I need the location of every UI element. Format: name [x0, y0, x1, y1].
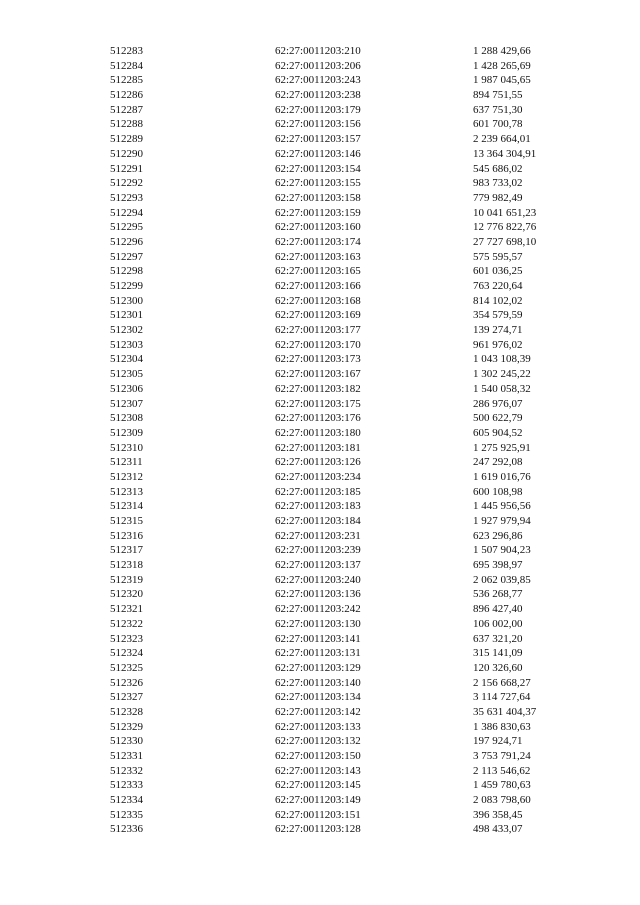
cadastral-number-cell: 62:27:0011203:182 — [275, 382, 361, 395]
cadastral-value-cell: 695 398,97 — [473, 559, 523, 572]
cadastral-value-cell: 1 987 045,65 — [473, 74, 531, 87]
record-number-cell: 512297 — [110, 250, 143, 263]
table-row — [0, 441, 640, 456]
cadastral-value-cell: 1 445 956,56 — [473, 500, 531, 513]
cadastral-number-cell: 62:27:0011203:175 — [275, 397, 361, 410]
cadastral-value-cell: 600 108,98 — [473, 485, 523, 498]
cadastral-number-cell: 62:27:0011203:145 — [275, 779, 361, 792]
table-row — [0, 749, 640, 764]
cadastral-number-cell: 62:27:0011203:173 — [275, 353, 361, 366]
cadastral-value-cell: 3 753 791,24 — [473, 750, 531, 762]
table-row — [0, 676, 640, 691]
cadastral-number-cell: 62:27:0011203:206 — [275, 59, 361, 72]
record-number-cell: 512305 — [110, 368, 143, 381]
cadastral-value-cell: 814 102,02 — [473, 294, 523, 307]
cadastral-value-cell: 1 459 780,63 — [473, 779, 531, 792]
cadastral-value-cell: 1 302 245,22 — [473, 368, 531, 381]
table-row — [0, 470, 640, 485]
cadastral-number-cell: 62:27:0011203:131 — [275, 647, 361, 660]
cadastral-value-cell: 286 976,07 — [473, 397, 523, 410]
cadastral-value-cell: 637 321,20 — [473, 632, 523, 645]
cadastral-number-cell: 62:27:0011203:143 — [275, 764, 361, 777]
record-number-cell: 512308 — [110, 412, 143, 425]
cadastral-value-cell: 637 751,30 — [473, 103, 523, 116]
cadastral-number-cell: 62:27:0011203:155 — [275, 177, 361, 190]
cadastral-value-cell: 1 275 925,91 — [473, 441, 531, 454]
record-number-cell: 512303 — [110, 338, 143, 351]
record-number-cell: 512317 — [110, 544, 143, 557]
cadastral-number-cell: 62:27:0011203:239 — [275, 544, 361, 557]
table-row — [0, 147, 640, 162]
record-number-cell: 512315 — [110, 515, 143, 527]
table-row — [0, 573, 640, 588]
table-row — [0, 661, 640, 676]
table-row — [0, 367, 640, 382]
record-number-cell: 512327 — [110, 691, 143, 704]
record-number-cell: 512306 — [110, 382, 143, 395]
table-row — [0, 103, 640, 118]
table-row — [0, 338, 640, 353]
cadastral-value-cell: 605 904,52 — [473, 426, 523, 439]
table-row — [0, 382, 640, 397]
cadastral-value-cell: 1 927 979,94 — [473, 515, 531, 527]
record-number-cell: 512325 — [110, 661, 143, 674]
record-number-cell: 512314 — [110, 500, 143, 513]
cadastral-number-cell: 62:27:0011203:240 — [275, 573, 361, 586]
cadastral-value-cell: 120 326,60 — [473, 661, 523, 674]
cadastral-value-cell: 545 686,02 — [473, 162, 523, 175]
record-number-cell: 512307 — [110, 397, 143, 410]
cadastral-number-cell: 62:27:0011203:130 — [275, 617, 361, 630]
table-row — [0, 176, 640, 191]
record-number-cell: 512292 — [110, 177, 143, 190]
record-number-cell: 512283 — [110, 45, 143, 57]
cadastral-number-cell: 62:27:0011203:242 — [275, 603, 361, 616]
cadastral-value-cell: 983 733,02 — [473, 177, 523, 190]
table-row — [0, 88, 640, 103]
record-number-cell: 512334 — [110, 794, 143, 807]
cadastral-number-cell: 62:27:0011203:140 — [275, 676, 361, 689]
cadastral-value-cell: 12 776 822,76 — [473, 221, 537, 234]
cadastral-number-cell: 62:27:0011203:150 — [275, 750, 361, 762]
table-row — [0, 617, 640, 632]
table-row — [0, 235, 640, 250]
cadastral-number-cell: 62:27:0011203:231 — [275, 529, 361, 542]
record-number-cell: 512289 — [110, 133, 143, 146]
table-row — [0, 764, 640, 779]
cadastral-value-cell: 197 924,71 — [473, 735, 523, 748]
record-number-cell: 512336 — [110, 823, 143, 836]
record-number-cell: 512309 — [110, 426, 143, 439]
cadastral-number-cell: 62:27:0011203:180 — [275, 426, 361, 439]
table-row — [0, 411, 640, 426]
cadastral-value-cell: 896 427,40 — [473, 603, 523, 616]
record-number-cell: 512285 — [110, 74, 143, 87]
record-number-cell: 512291 — [110, 162, 143, 175]
cadastral-value-cell: 500 622,79 — [473, 412, 523, 425]
cadastral-number-cell: 62:27:0011203:142 — [275, 705, 361, 718]
cadastral-number-cell: 62:27:0011203:149 — [275, 794, 361, 807]
table-row — [0, 132, 640, 147]
cadastral-number-cell: 62:27:0011203:181 — [275, 441, 361, 454]
table-row — [0, 323, 640, 338]
record-number-cell: 512316 — [110, 529, 143, 542]
cadastral-value-cell: 2 113 546,62 — [473, 764, 531, 777]
cadastral-value-cell: 396 358,45 — [473, 808, 523, 821]
table-row — [0, 220, 640, 235]
cadastral-value-cell: 13 364 304,91 — [473, 147, 537, 160]
cadastral-number-cell: 62:27:0011203:151 — [275, 808, 361, 821]
cadastral-number-cell: 62:27:0011203:166 — [275, 280, 361, 292]
record-number-cell: 512332 — [110, 764, 143, 777]
table-row — [0, 426, 640, 441]
cadastral-number-cell: 62:27:0011203:163 — [275, 250, 361, 263]
table-row — [0, 558, 640, 573]
cadastral-value-cell: 601 036,25 — [473, 265, 523, 278]
table-row — [0, 646, 640, 661]
cadastral-value-cell: 3 114 727,64 — [473, 691, 531, 704]
table-row — [0, 499, 640, 514]
table-row — [0, 73, 640, 88]
cadastral-number-cell: 62:27:0011203:156 — [275, 118, 361, 131]
table-row — [0, 250, 640, 265]
cadastral-value-cell: 601 700,78 — [473, 118, 523, 131]
table-row — [0, 308, 640, 323]
record-number-cell: 512323 — [110, 632, 143, 645]
cadastral-value-cell: 2 062 039,85 — [473, 573, 531, 586]
cadastral-value-cell: 10 041 651,23 — [473, 206, 537, 219]
table-row — [0, 44, 640, 59]
table-row — [0, 352, 640, 367]
cadastral-number-cell: 62:27:0011203:158 — [275, 191, 361, 204]
record-number-cell: 512298 — [110, 265, 143, 278]
cadastral-value-cell: 623 296,86 — [473, 529, 523, 542]
cadastral-number-cell: 62:27:0011203:210 — [275, 45, 361, 57]
cadastral-number-cell: 62:27:0011203:136 — [275, 588, 361, 601]
cadastral-number-cell: 62:27:0011203:165 — [275, 265, 361, 278]
record-number-cell: 512326 — [110, 676, 143, 689]
cadastral-number-cell: 62:27:0011203:179 — [275, 103, 361, 116]
cadastral-value-cell: 1 428 265,69 — [473, 59, 531, 72]
table-row — [0, 632, 640, 647]
table-row — [0, 294, 640, 309]
table-row — [0, 514, 640, 529]
cadastral-value-cell: 779 982,49 — [473, 191, 523, 204]
cadastral-value-cell: 1 540 058,32 — [473, 382, 531, 395]
cadastral-number-cell: 62:27:0011203:176 — [275, 412, 361, 425]
record-number-cell: 512331 — [110, 750, 143, 762]
cadastral-value-cell: 247 292,08 — [473, 456, 523, 469]
record-number-cell: 512302 — [110, 324, 143, 337]
cadastral-value-cell: 2 156 668,27 — [473, 676, 531, 689]
table-row — [0, 793, 640, 808]
table-row — [0, 117, 640, 132]
table-row — [0, 191, 640, 206]
table-row — [0, 778, 640, 793]
cadastral-value-cell: 1 043 108,39 — [473, 353, 531, 366]
cadastral-number-cell: 62:27:0011203:154 — [275, 162, 361, 175]
record-number-cell: 512321 — [110, 603, 143, 616]
record-number-cell: 512310 — [110, 441, 143, 454]
cadastral-number-cell: 62:27:0011203:183 — [275, 500, 361, 513]
cadastral-value-cell: 763 220,64 — [473, 280, 523, 292]
cadastral-value-table — [0, 44, 640, 837]
cadastral-number-cell: 62:27:0011203:159 — [275, 206, 361, 219]
cadastral-number-cell: 62:27:0011203:160 — [275, 221, 361, 234]
table-row — [0, 397, 640, 412]
table-row — [0, 485, 640, 500]
cadastral-value-cell: 894 751,55 — [473, 89, 523, 102]
cadastral-value-cell: 1 507 904,23 — [473, 544, 531, 557]
cadastral-value-cell: 1 288 429,66 — [473, 45, 531, 57]
record-number-cell: 512294 — [110, 206, 143, 219]
table-row — [0, 264, 640, 279]
record-number-cell: 512328 — [110, 705, 143, 718]
record-number-cell: 512287 — [110, 103, 143, 116]
record-number-cell: 512304 — [110, 353, 143, 366]
record-number-cell: 512293 — [110, 191, 143, 204]
cadastral-number-cell: 62:27:0011203:146 — [275, 147, 361, 160]
cadastral-number-cell: 62:27:0011203:133 — [275, 720, 361, 733]
cadastral-value-cell: 1 619 016,76 — [473, 470, 531, 483]
record-number-cell: 512286 — [110, 89, 143, 102]
table-row — [0, 162, 640, 177]
record-number-cell: 512313 — [110, 485, 143, 498]
record-number-cell: 512295 — [110, 221, 143, 234]
record-number-cell: 512319 — [110, 573, 143, 586]
cadastral-number-cell: 62:27:0011203:157 — [275, 133, 361, 146]
cadastral-number-cell: 62:27:0011203:184 — [275, 515, 361, 527]
table-row — [0, 734, 640, 749]
cadastral-value-cell: 35 631 404,37 — [473, 705, 537, 718]
cadastral-value-cell: 498 433,07 — [473, 823, 523, 836]
cadastral-value-cell: 2 083 798,60 — [473, 794, 531, 807]
cadastral-number-cell: 62:27:0011203:168 — [275, 294, 361, 307]
cadastral-number-cell: 62:27:0011203:128 — [275, 823, 361, 836]
table-row — [0, 808, 640, 823]
record-number-cell: 512322 — [110, 617, 143, 630]
table-row — [0, 455, 640, 470]
cadastral-number-cell: 62:27:0011203:129 — [275, 661, 361, 674]
table-row — [0, 587, 640, 602]
cadastral-number-cell: 62:27:0011203:169 — [275, 309, 361, 322]
record-number-cell: 512299 — [110, 280, 143, 292]
record-number-cell: 512330 — [110, 735, 143, 748]
record-number-cell: 512312 — [110, 470, 143, 483]
record-number-cell: 512311 — [110, 456, 143, 469]
table-row — [0, 822, 640, 837]
cadastral-number-cell: 62:27:0011203:238 — [275, 89, 361, 102]
cadastral-number-cell: 62:27:0011203:234 — [275, 470, 361, 483]
cadastral-value-cell: 354 579,59 — [473, 309, 523, 322]
table-row — [0, 206, 640, 221]
cadastral-value-cell: 315 141,09 — [473, 647, 523, 660]
record-number-cell: 512324 — [110, 647, 143, 660]
cadastral-number-cell: 62:27:0011203:174 — [275, 235, 361, 248]
record-number-cell: 512320 — [110, 588, 143, 601]
cadastral-number-cell: 62:27:0011203:170 — [275, 338, 361, 351]
cadastral-number-cell: 62:27:0011203:185 — [275, 485, 361, 498]
table-row — [0, 705, 640, 720]
cadastral-number-cell: 62:27:0011203:134 — [275, 691, 361, 704]
table-row — [0, 690, 640, 705]
cadastral-value-cell: 106 002,00 — [473, 617, 523, 630]
cadastral-value-cell: 27 727 698,10 — [473, 235, 537, 248]
cadastral-number-cell: 62:27:0011203:141 — [275, 632, 361, 645]
table-row — [0, 529, 640, 544]
cadastral-number-cell: 62:27:0011203:132 — [275, 735, 361, 748]
cadastral-number-cell: 62:27:0011203:243 — [275, 74, 361, 87]
cadastral-value-cell: 536 268,77 — [473, 588, 523, 601]
cadastral-number-cell: 62:27:0011203:126 — [275, 456, 361, 469]
record-number-cell: 512284 — [110, 59, 143, 72]
record-number-cell: 512301 — [110, 309, 143, 322]
table-row — [0, 720, 640, 735]
record-number-cell: 512290 — [110, 147, 143, 160]
table-row — [0, 543, 640, 558]
record-number-cell: 512296 — [110, 235, 143, 248]
cadastral-number-cell: 62:27:0011203:137 — [275, 559, 361, 572]
cadastral-value-cell: 961 976,02 — [473, 338, 523, 351]
record-number-cell: 512333 — [110, 779, 143, 792]
record-number-cell: 512329 — [110, 720, 143, 733]
table-row — [0, 279, 640, 294]
cadastral-value-cell: 2 239 664,01 — [473, 133, 531, 146]
record-number-cell: 512318 — [110, 559, 143, 572]
cadastral-value-cell: 139 274,71 — [473, 324, 523, 337]
record-number-cell: 512300 — [110, 294, 143, 307]
table-row — [0, 59, 640, 74]
cadastral-value-cell: 575 595,57 — [473, 250, 523, 263]
cadastral-number-cell: 62:27:0011203:167 — [275, 368, 361, 381]
cadastral-value-cell: 1 386 830,63 — [473, 720, 531, 733]
table-row — [0, 602, 640, 617]
cadastral-number-cell: 62:27:0011203:177 — [275, 324, 361, 337]
record-number-cell: 512335 — [110, 808, 143, 821]
record-number-cell: 512288 — [110, 118, 143, 131]
